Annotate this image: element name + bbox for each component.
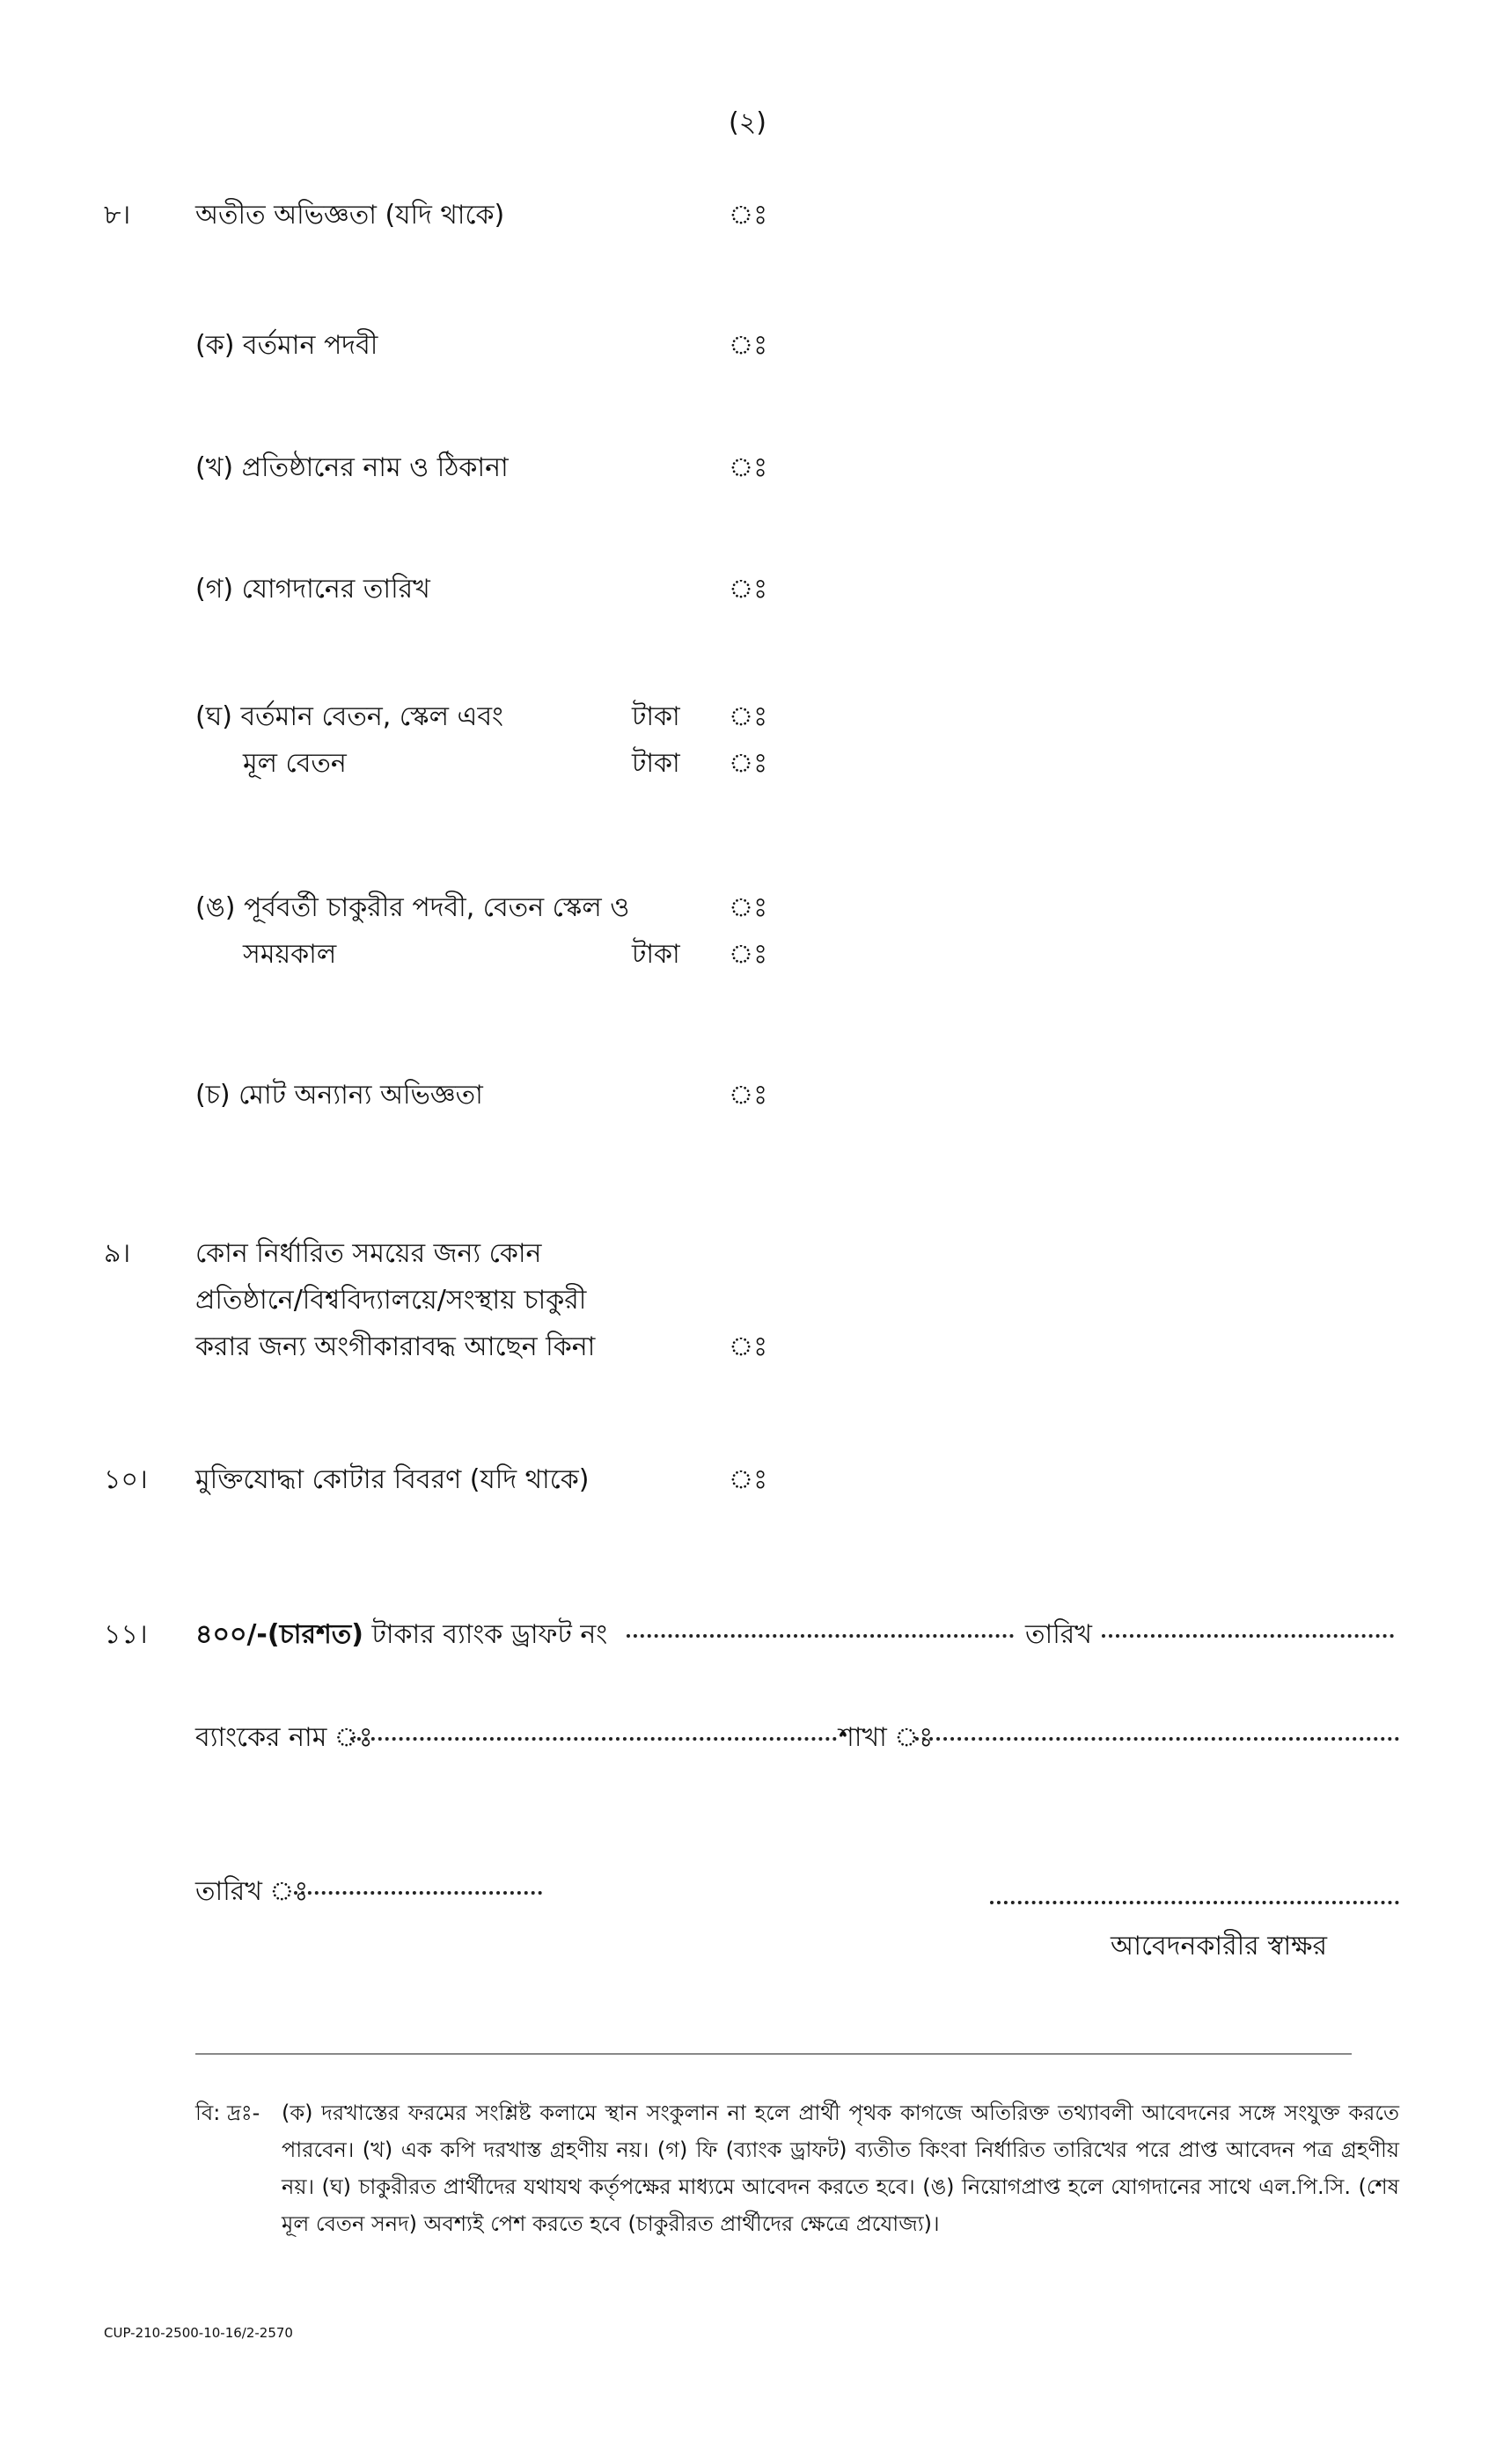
- item-9-line-1: কোন নির্ধারিত সময়ের জন্য কোন: [195, 1238, 542, 1269]
- item-11-date-label: তারিখ: [1025, 1619, 1092, 1650]
- item-8e-label-2: সময়কাল: [243, 939, 337, 970]
- item-8c-colon: ঃ: [729, 574, 768, 605]
- bank-name-field[interactable]: [350, 1737, 837, 1741]
- signature-field[interactable]: [990, 1901, 1399, 1904]
- signature-label: আবেদনকারীর স্বাক্ষর: [1111, 1931, 1327, 1962]
- item-8d-label-2: মূল বেতন: [243, 748, 347, 779]
- application-date-field[interactable]: [294, 1891, 542, 1895]
- note-label: বি: দ্রঃ-: [195, 2101, 260, 2125]
- divider: [195, 2053, 1352, 2055]
- item-9-line-2: প্রতিষ্ঠানে/বিশ্ববিদ্যালয়ে/সংস্থায় চাকুরী: [195, 1285, 587, 1316]
- item-8b-label: (খ) প্রতিষ্ঠানের নাম ও ঠিকানা: [195, 452, 509, 483]
- item-8e-label-1: (ঙ) পূর্ববর্তী চাকুরীর পদবী, বেতন স্কেল ও: [195, 892, 630, 923]
- note-text: (ক) দরখাস্তের ফরমের সংশ্লিষ্ট কলামে স্থান সংকুলান না হলে প্রার্থী পৃথক কাগজে অতিরিক্ত তথ্যাবলী আবেদনের সঙ্গে সংযুক্ত করতে পারবেন। (খ) এক কপি দরখাস্ত গ্রহণীয় নয়। (গ) ফি (ব্যাংক ড্রাফট) ব্যতীত কিংবা নির্ধারিত তারিখের পরে প্রাপ্ত আবেদন পত্র গ্রহণীয় নয়। (ঘ) চাকুরীরত প্রার্থীদের যথাযথ কর্তৃপক্ষের মাধ্যমে আবেদন করতে হবে। (ঙ) নিয়োগপ্রাপ্ত হলে যোগদানের সাথে এল.পি.সি. (শেষ মূল বেতন সনদ) অবশ্যই পেশ করতে হবে (চাকুরীরত প্রার্থীদের ক্ষেত্রে প্রযোজ্য)।: [282, 2101, 1399, 2236]
- item-8d-taka-1: টাকা: [632, 701, 680, 732]
- item-8e-colon-1: ঃ: [729, 892, 768, 923]
- draft-date-field[interactable]: [1102, 1634, 1394, 1638]
- item-8-number: ৮।: [104, 200, 131, 231]
- item-8f-label: (চ) মোট অন্যান্য অভিজ্ঞতা: [195, 1080, 483, 1111]
- item-11-number: ১১।: [104, 1619, 148, 1650]
- form-code: CUP-210-2500-10-16/2-2570: [104, 2325, 293, 2341]
- branch-field[interactable]: [915, 1737, 1399, 1741]
- item-8f-colon: ঃ: [729, 1080, 768, 1111]
- item-8a-colon: ঃ: [729, 330, 768, 361]
- item-10-number: ১০।: [104, 1464, 148, 1495]
- item-8-colon: ঃ: [729, 200, 768, 231]
- page-number: (২): [729, 107, 766, 138]
- item-11-amount: ৪০০/-(চারশত): [195, 1619, 363, 1650]
- item-8e-colon-2: ঃ: [729, 939, 768, 970]
- item-11-draft-text: টাকার ব্যাংক ড্রাফট নং: [371, 1619, 608, 1650]
- item-8d-label-1: (ঘ) বর্তমান বেতন, স্কেল এবং: [195, 701, 503, 732]
- item-8e-taka: টাকা: [632, 939, 680, 970]
- item-10-colon: ঃ: [729, 1464, 768, 1495]
- item-9-number: ৯।: [104, 1238, 131, 1269]
- item-9-line-3: করার জন্য অংগীকারাবদ্ধ আছেন কিনা: [195, 1331, 596, 1362]
- branch-label: শাখা ঃ: [839, 1722, 934, 1753]
- item-9-colon: ঃ: [729, 1331, 768, 1362]
- item-8a-label: (ক) বর্তমান পদবী: [195, 330, 378, 361]
- item-11-draft-line: [195, 1617, 607, 1653]
- item-8d-taka-2: টাকা: [632, 748, 680, 779]
- item-8c-label: (গ) যোগদানের তারিখ: [195, 574, 430, 605]
- item-8d-colon-1: ঃ: [729, 701, 768, 732]
- bank-name-label: ব্যাংকের নাম ঃ: [195, 1722, 373, 1753]
- item-8d-colon-2: ঃ: [729, 748, 768, 779]
- item-8-title: অতীত অভিজ্ঞতা (যদি থাকে): [195, 200, 505, 231]
- draft-number-field[interactable]: [627, 1634, 1014, 1638]
- application-date-label: তারিখ ঃ: [195, 1876, 309, 1907]
- item-8b-colon: ঃ: [729, 452, 768, 483]
- item-10-title: মুক্তিযোদ্ধা কোটার বিবরণ (যদি থাকে): [195, 1464, 590, 1495]
